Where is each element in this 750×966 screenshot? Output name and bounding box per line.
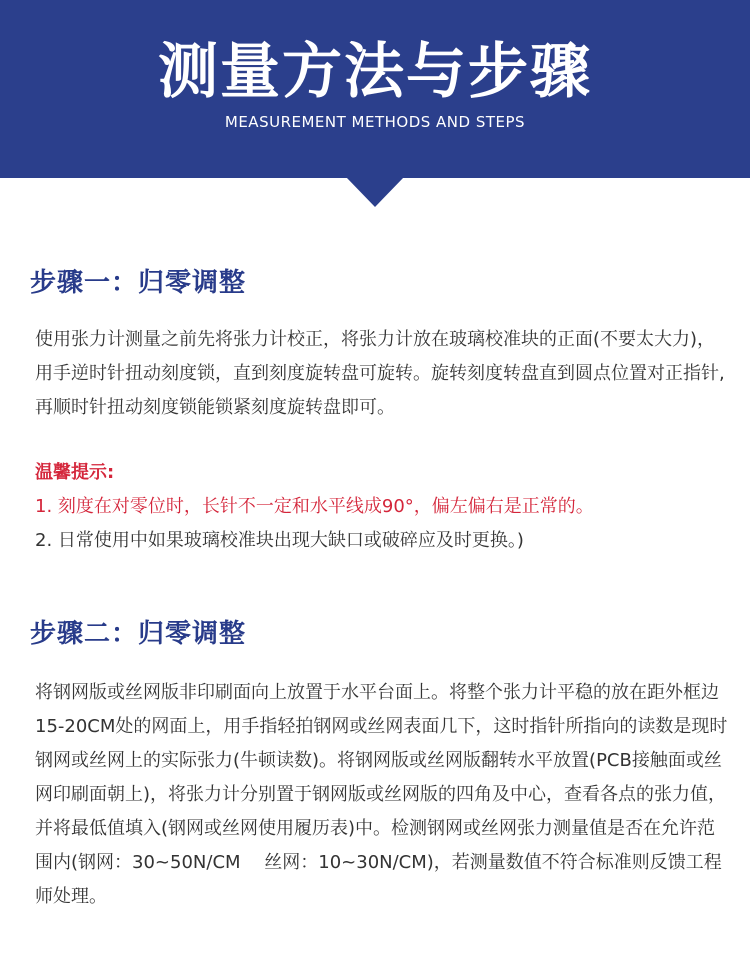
tip-title: 温馨提示: [35,462,115,483]
page-subtitle: MEASUREMENT METHODS AND STEPS [224,113,526,131]
step1-body: 使用张力计测量之前先将张力计校正，将张力计放在玻璃校准块的正面(不要太大力)，用手逆时针扭动刻度锁，直到刻度旋转盘可旋转。旋转刻度转盘直到圆点位置对正指针,再顺时针扭动刻度锁能锁紧刻度旋转盘即可。 [35,329,725,418]
step2-body: 将钢网版或丝网版非印刷面向上放置于水平台面上。将整个张力计平稳的放在距外框边15-20CM处的网面上，用手指轻拍钢网或丝网表面几下，这时指针所指向的读数是现时钢网或丝网上的实际张力(牛顿读数)。将钢网版或丝网版翻转水平放置(PCB接触面或丝网印刷面朝上)，将张力计分别置于钢网版或丝网版的四角及中心，查看各点的张力值，并将最低值填入(钢网或丝网使用履历表)中。检测钢网或丝网张力测量值是否在允许范围内(钢网：30~50N/CM 丝网：10~30N/CM)，若测量数值不符合标准则反馈工程师处理。 [35,682,728,907]
banner-arrow-decoration [346,177,404,207]
tip-item-2: 2. 日常使用中如果玻璃校准块出现大缺口或破碎应及时更换。) [35,530,524,551]
header-banner [0,0,750,178]
page-title: 测量方法与步骤 [158,37,592,107]
step1-tips [35,456,730,558]
step2-heading: 步骤二：归零调整 [30,619,247,649]
tip-item-1: 1. 刻度在对零位时，长针不一定和水平线成90°，偏左偏右是正常的。 [35,496,594,517]
step1-heading: 步骤一：归零调整 [30,268,247,298]
